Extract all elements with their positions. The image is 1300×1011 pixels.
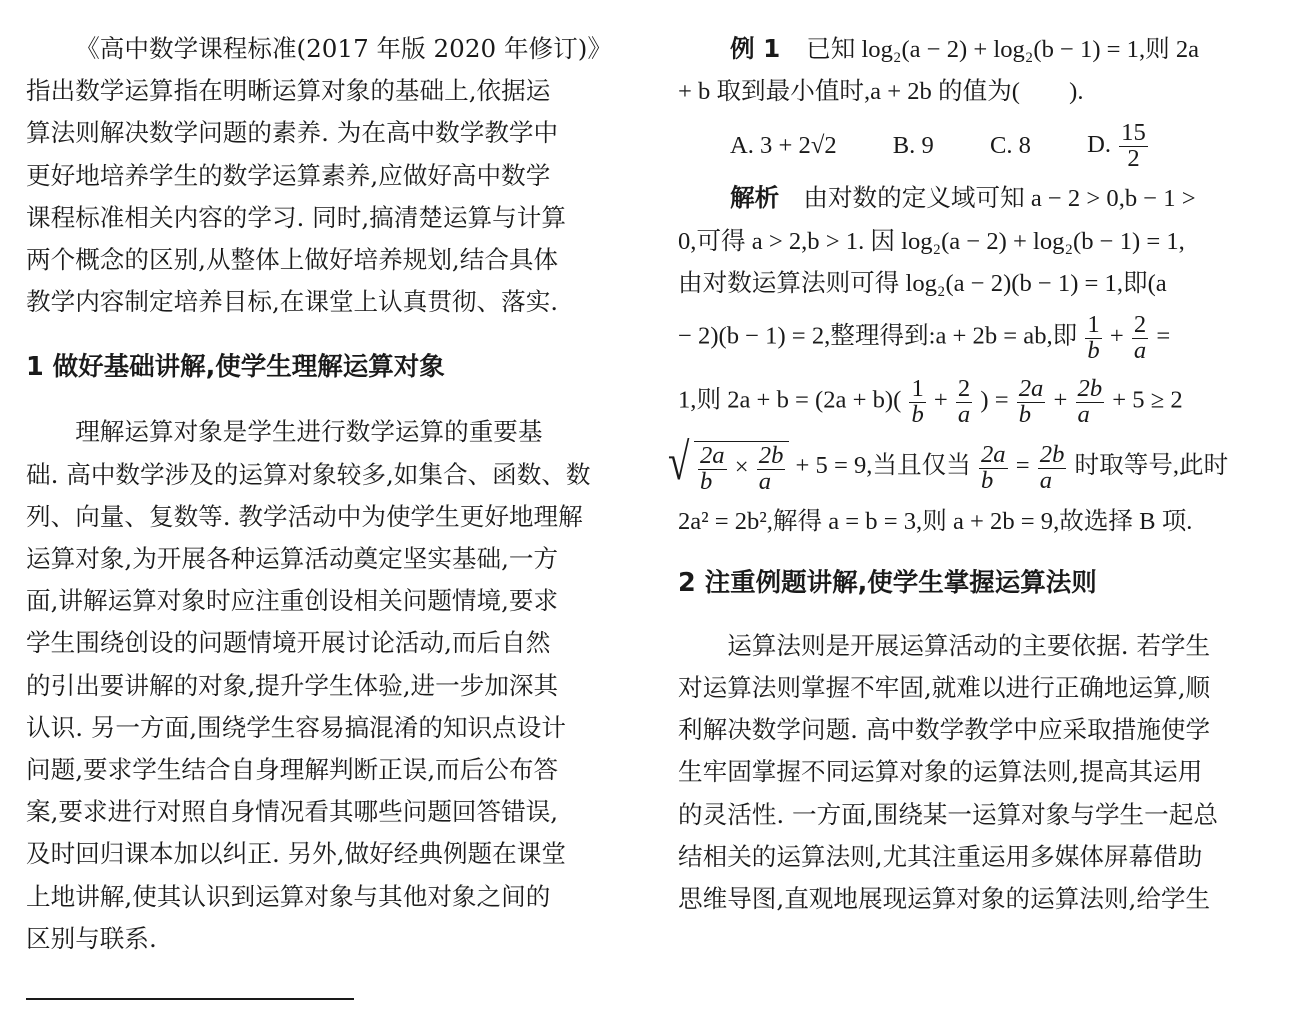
fraction-2-over-a [1132, 313, 1148, 363]
fraction-numerator: 2 [1133, 311, 1147, 339]
solution-text: − 2)(b − 1) = 2,整理得到:a + 2b = ab,即 [678, 322, 1078, 350]
fraction-numerator: 15 [1121, 119, 1146, 147]
radicand [694, 441, 789, 494]
example-stem-line [678, 28, 1274, 71]
solution-text: = [1156, 322, 1171, 350]
fraction-denominator: a [1039, 466, 1053, 494]
fraction-numerator: 1 [1087, 311, 1100, 339]
fraction-denominator: b [911, 400, 924, 428]
fraction-numerator: 2a [1018, 375, 1044, 403]
times-sign: × [734, 454, 749, 482]
option-c: C. 8 [989, 131, 1031, 159]
text-line: 教学内容制定培养目标,在课堂上认真贯彻、落实. [26, 287, 559, 317]
solution [668, 177, 1274, 542]
text-line: 列、向量、复数等. 教学活动中为使学生更好地理解 [26, 501, 583, 531]
plus-sign: + [933, 387, 948, 415]
solution-text: + 5 = 9,当且仅当 [795, 452, 971, 480]
solution-line-3: 由对数运算法则可得 log₂(a − 2)(b − 1) = 1,即(a [678, 269, 1167, 297]
text-line: 运算法则是开展运算活动的主要依据. 若学生 [727, 630, 1211, 660]
equals-sign: = [1015, 452, 1030, 480]
solution-text: + 5 ≥ 2 [1112, 387, 1183, 415]
fraction-denominator: b [1087, 336, 1100, 364]
radical-sign-icon: √ [668, 434, 690, 492]
fraction-1-over-b [909, 377, 925, 427]
fraction-numerator: 1 [911, 375, 924, 403]
fraction-2b-over-a [1038, 440, 1067, 494]
text-line: 结相关的运算法则,尤其注重运用多媒体屏幕借助 [678, 841, 1203, 871]
text-line: 上地讲解,使其认识到运算对象与其他对象之间的 [26, 881, 551, 911]
footnote-divider [26, 998, 354, 1000]
section-1-paragraph [26, 411, 626, 960]
left-column [26, 28, 626, 960]
text-line: 对运算法则掌握不牢固,就难以进行正确地运算,顺 [678, 673, 1211, 703]
right-column [668, 28, 1274, 920]
fraction-denominator: a [957, 400, 971, 428]
text-line: 运算对象,为开展各种运算活动奠定坚实基础,一方 [26, 544, 559, 574]
solution-text: 1,则 2a + b = (2a + b)( [678, 387, 902, 415]
solution-text: 时取等号,此时 [1074, 452, 1229, 480]
fraction-15-2 [1119, 121, 1148, 171]
fraction-numerator: 2b [1039, 440, 1065, 468]
solution-line-2: 0,可得 a > 2,b > 1. 因 log₂(a − 2) + log₂(b − 1) = 1, [678, 227, 1185, 255]
solution-line-1 [678, 177, 1274, 220]
text-line: 算法则解决数学问题的素养. 为在高中数学教学中 [26, 118, 559, 148]
solution-text: ) = [980, 387, 1009, 415]
example-stem-text: 已知 log₂(a − 2) + log₂(b − 1) = 1,则 2a [806, 36, 1200, 63]
fraction-2a-over-b [979, 440, 1008, 494]
fraction-numerator: 2b [1077, 375, 1103, 403]
option-b: B. 9 [892, 131, 934, 159]
text-line: 思维导图,直观地展现运算对象的运算法则,给学生 [678, 884, 1211, 914]
section-1-heading: 1 做好基础讲解,使学生理解运算对象 [26, 352, 445, 383]
solution-label: 解析 [730, 183, 780, 213]
text-line: 《高中数学课程标准(2017 年版 2020 年修订)》 [75, 34, 612, 63]
text-line: 课程标准相关内容的学习. 同时,搞清楚运算与计算 [26, 202, 566, 232]
fraction-2b-over-a [757, 444, 786, 494]
plus-sign: + [1053, 387, 1068, 415]
text-line: 两个概念的区别,从整体上做好培养规划,结合具体 [26, 245, 559, 275]
example-stem-line-2: + b 取到最小值时,a + 2b 的值为( ). [678, 78, 1084, 106]
text-line: 及时回归课本加以纠正. 另外,做好经典例题在课堂 [26, 839, 566, 869]
intro-paragraph [26, 28, 626, 323]
example-label: 例 1 [730, 34, 781, 63]
text-line: 问题,要求学生结合自身理解判断正误,而后公布答 [26, 755, 559, 785]
fraction-numerator: 2a [700, 442, 725, 470]
section-2-paragraph [678, 625, 1274, 920]
text-line: 的引出要讲解的对象,提升学生体验,进一步加深其 [26, 670, 559, 700]
fraction-1-over-b [1085, 313, 1101, 363]
text-line: 利解决数学问题. 高中数学教学中应采取措施使学 [678, 715, 1211, 745]
example-options [730, 119, 1274, 171]
fraction-2a-over-b [1017, 377, 1046, 427]
example-1 [678, 28, 1274, 113]
fraction-denominator: b [700, 468, 713, 496]
fraction-2-over-a [956, 377, 972, 427]
option-a: A. 3 + 2√2 [730, 131, 837, 159]
text-line: 认识. 另一方面,围绕学生容易搞混淆的知识点设计 [26, 712, 566, 742]
section-2-heading: 2 注重例题讲解,使学生掌握运算法则 [678, 567, 1097, 598]
fraction-numerator: 2a [981, 440, 1006, 468]
fraction-denominator: b [1018, 400, 1032, 428]
text-line: 础. 高中数学涉及的运算对象较多,如集合、函数、数 [26, 459, 591, 489]
fraction-numerator: 2 [957, 375, 971, 403]
square-root [668, 434, 789, 496]
text-line: 面,讲解运算对象时应注重创设相关问题情境,要求 [26, 586, 559, 616]
fraction-denominator: b [981, 466, 994, 494]
fraction-2a-over-b [698, 444, 727, 494]
option-d [1087, 120, 1150, 171]
option-d-prefix: D. [1087, 131, 1112, 159]
plus-sign: + [1109, 322, 1124, 350]
text-line: 指出数学运算指在明晰运算对象的基础上,依据运 [26, 76, 551, 106]
solution-text: 由对数的定义域可知 a − 2 > 0,b − 1 > [803, 185, 1196, 213]
fraction-denominator: a [758, 468, 772, 496]
solution-line-4 [678, 313, 1274, 363]
fraction-denominator: a [1077, 400, 1090, 428]
fraction-2b-over-a [1076, 377, 1105, 427]
text-line: 生牢固掌握不同运算对象的运算法则,提高其运用 [678, 757, 1203, 787]
text-line: 的灵活性. 一方面,围绕某一运算对象与学生一起总 [678, 799, 1218, 829]
solution-line-5 [678, 377, 1274, 427]
fraction-numerator: 2b [758, 442, 784, 470]
text-line: 更好地培养学生的数学运算素养,应做好高中数学 [26, 160, 551, 190]
text-line: 理解运算对象是学生进行数学运算的重要基 [75, 417, 543, 447]
fraction-denominator: 2 [1127, 144, 1140, 172]
solution-line-6 [668, 434, 1274, 496]
text-line: 区别与联系. [26, 923, 157, 953]
fraction-denominator: a [1133, 336, 1147, 364]
solution-line-7: 2a² = 2b²,解得 a = b = 3,则 a + 2b = 9,故选择 B 项. [678, 507, 1193, 535]
text-line: 学生围绕创设的问题情境开展讨论活动,而后自然 [26, 628, 551, 658]
text-line: 案,要求进行对照自身情况看其哪些问题回答错误, [26, 797, 559, 827]
